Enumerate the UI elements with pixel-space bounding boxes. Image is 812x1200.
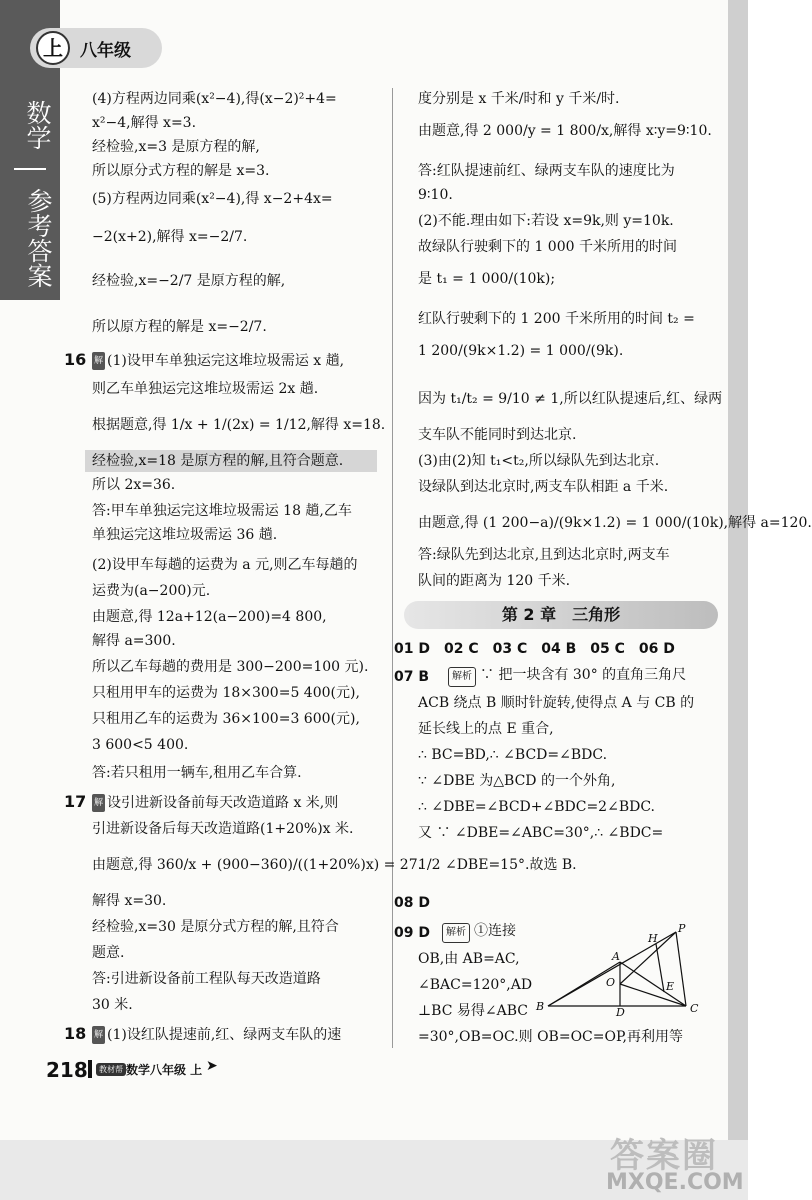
text-line: 支车队不能同时到达北京. [418,427,577,443]
text-line: 解得 x=30. [92,893,167,909]
text-line: 引进新设备后每天改造道路(1+20%)x 米. [92,821,354,837]
analysis-tag: 解析 [448,667,476,687]
chapter-banner [404,601,718,629]
sidebar-divider [14,168,46,170]
text-line: =30°,OB=OC.则 OB=OC=OP,再利用等 [418,1029,684,1045]
text-line: ∴ ∠DBE=∠BCD+∠BDC=2∠BDC. [418,799,655,815]
text-line: 度分别是 x 千米/时和 y 千米/时. [418,91,620,107]
page-edge-shadow [728,0,748,1200]
answer-key-row: 08 D [394,895,430,911]
text-line: 由题意,得 12a+12(a−200)=4 800, [92,609,327,625]
question-number: 09 D [394,925,430,941]
text-line: 经检验,x=3 是原方程的解, [92,139,260,155]
text-line: x²−4,解得 x=3. [92,115,197,131]
text-line: 故绿队行驶剩下的 1 000 千米所用的时间 [418,239,677,255]
watermark-url: MXQE.COM [606,1170,744,1195]
text-line: 答:甲车单独运完这堆垃圾需运 18 趟,乙车 [92,503,352,519]
text-line: 只租用甲车的运费为 18×300=5 400(元), [92,685,360,701]
text-line: 答:若只租用一辆车,租用乙车合算. [92,765,302,781]
text-line: 则乙车单独运完这堆垃圾需运 2x 趟. [92,381,319,397]
text-line: 单独运完这堆垃圾需运 36 趟. [92,527,278,543]
label-D: D [616,1006,625,1019]
text-line: 经检验,x=30 是原分式方程的解,且符合 [92,919,339,935]
text-line: 30 米. [92,997,133,1013]
answer-key-row: 01 D 02 C 03 C 04 B 05 C 06 D [394,641,675,657]
tag-icon: 解 [92,794,105,812]
text-line: 答:红队提速前红、绿两支车队的速度比为 [418,163,675,179]
text-span: ∵ 把一块含有 30° 的直角三角尺 [480,667,687,683]
label-O: O [606,976,616,989]
text-line: 所以原分式方程的解是 x=3. [92,163,270,179]
text-span: 设引进新设备前每天改造道路 x 米,则 [107,795,339,811]
label-H: H [648,932,658,945]
brand-logo: 教材帮 [96,1063,126,1076]
text-line: 队间的距离为 120 千米. [418,573,571,589]
text-line: 延长线上的点 E 重合, [418,721,554,737]
text-line: (2)不能.理由如下:若设 x=9k,则 y=10k. [418,213,674,229]
text-line: ∵ ∠DBE 为△BCD 的一个外角, [418,773,616,789]
semester-circle: 上 [36,31,70,65]
text-line: 经检验,x=18 是原方程的解,且符合题意. [92,453,344,469]
tag-icon: 解 [92,352,105,370]
text-line: ⊥BC 易得∠ABC [418,1003,528,1019]
footer-bar [88,1060,92,1078]
watermark: 答案圈 [610,1136,718,1176]
text-line [92,794,338,812]
text-line: OB,由 AB=AC, [418,951,520,967]
text-line: (4)方程两边同乘(x²−4),得(x−2)²+4= [92,91,337,107]
segment-HE [656,944,664,992]
triangle-figure [536,922,716,1019]
subject-vertical-label: 数学 [23,100,52,150]
column-divider [392,88,393,1048]
label-A: A [612,950,620,963]
text-line: (2)设甲车每趟的运费为 a 元,则乙车每趟的 [92,557,358,573]
text-line [448,666,686,687]
text-line: 是 t₁ = 1 000/(10k); [418,271,556,287]
text-line: 解得 a=300. [92,633,176,649]
text-line: 答:引进新设备前工程队每天改造道路 [92,971,321,987]
text-line: 9∶10. [418,187,453,203]
text-line: (3)由(2)知 t₁<t₂,所以绿队先到达北京. [418,453,660,469]
label-E: E [666,980,675,993]
text-line: 3 600<5 400. [92,737,189,753]
text-line: 由题意,得 (1 200−a)/(9k×1.2) = 1 000/(10k),解得 a=120. [418,515,812,531]
grade-label: 八年级 [80,41,131,61]
question-number: 07 B [394,669,430,685]
text-line: 题意. [92,945,125,961]
text-line: −2(x+2),解得 x=−2/7. [92,229,248,245]
text-line: 经检验,x=−2/7 是原方程的解, [92,273,286,289]
text-line: 1 200/(9k×1.2) = 1 000/(9k). [418,343,624,359]
text-line: 只租用乙车的运费为 36×100=3 600(元), [92,711,360,727]
text-line: 所以 2x=36. [92,477,176,493]
segment-OC [620,984,686,1006]
text-line: (5)方程两边同乘(x²−4),得 x−2+4x= [92,191,333,207]
label-B: B [536,1000,545,1013]
text-line: 由题意,得 360/x + (900−360)/((1+20%)x) = 27. [92,857,423,873]
label-P: P [678,922,686,935]
segment-AC [620,962,686,1006]
text-span: ①连接 [474,923,516,939]
text-line: 又 ∵ ∠DBE=∠ABC=30°,∴ ∠BDC= [418,825,664,841]
text-line [442,922,516,943]
arrow-icon: ➤ [206,1058,218,1074]
text-line: ∠BAC=120°,AD [418,977,533,993]
text-line: 红队行驶剩下的 1 200 千米所用的时间 t₂ = [418,311,695,327]
chapter-title: 第 2 章 三角形 [501,605,621,624]
text-line: 1/2 ∠DBE=15°.故选 B. [418,857,577,873]
question-number: 18 [64,1024,87,1043]
text-line: 答:绿队先到达北京,且到达北京时,两支车 [418,547,670,563]
segment-PC [676,932,686,1006]
answers-vertical-label: 参考答案 [24,188,53,288]
question-number: 16 [64,350,87,369]
text-line [92,352,344,370]
text-span: (1)设甲车单独运完这堆垃圾需运 x 趟, [107,353,345,369]
text-line: 设绿队到达北京时,两支车队相距 a 千米. [418,479,669,495]
text-line: ∴ BC=BD,∴ ∠BCD=∠BDC. [418,747,608,763]
analysis-tag: 解析 [442,923,470,943]
label-C: C [690,1002,699,1015]
text-line: 由题意,得 2 000/y = 1 800/x,解得 x∶y=9∶10. [418,123,712,139]
book-title: 数学八年级 上 [126,1063,203,1077]
text-line [92,1026,341,1044]
text-line: 所以乙车每趟的费用是 300−200=100 元). [92,659,369,675]
text-span: (1)设红队提速前,红、绿两支车队的速 [107,1027,342,1043]
text-line: 所以原方程的解是 x=−2/7. [92,319,267,335]
question-number: 17 [64,792,87,811]
text-line: ACB 绕点 B 顺时针旋转,使得点 A 与 CB 的 [418,695,695,711]
text-line: 运费为(a−200)元. [92,583,211,599]
text-line: 根据题意,得 1/x + 1/(2x) = 1/12,解得 x=18. [92,417,386,433]
tag-icon: 解 [92,1026,105,1044]
text-line: 因为 t₁/t₂ = 9/10 ≠ 1,所以红队提速后,红、绿两 [418,391,723,407]
page-number: 218 [46,1058,88,1082]
